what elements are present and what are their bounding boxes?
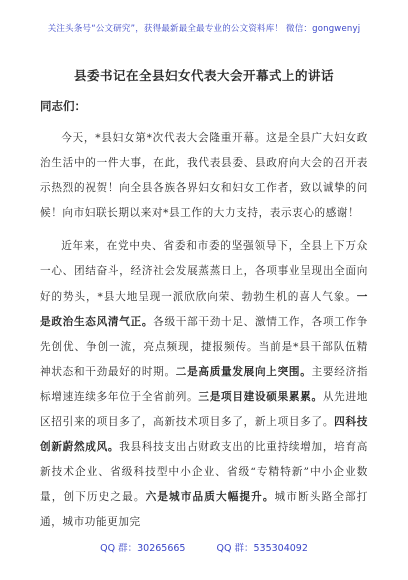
highlight-point-1: 一是政治生态风清气正。 bbox=[40, 290, 368, 328]
text-segment: 城市断头路全部打通，城市功能更加完 bbox=[40, 491, 368, 529]
paragraph-opening: 今天，*县妇女第*次代表大会隆重开幕。这是全县广大妇女政治生活中的一件大事，在此，我代表县委、县政府向大会的召开表示热烈的祝贺！向全县各族各界妇女和妇女工作者，致以诚挚的问候！向市妇联长期以来对*县工作的大力支持，表示衷心的感谢！ bbox=[40, 132, 368, 220]
document-title: 县委书记在全县妇女代表大会开幕式上的讲话 bbox=[73, 68, 334, 83]
qq-group-2: QQ 群：535304092 bbox=[216, 543, 308, 554]
text-segment: 从先进地区招引来的项目多了，高新技术项目多了，新上项目多了。 bbox=[40, 390, 368, 429]
text-segment: 各级干部干劲十足、激情工作，各项工作争先创优、争创一流，亮点频现，捷报频传。当前是*县干部队伍精神状态和干劲最好的时期。 bbox=[40, 315, 369, 378]
highlight-point-4: 四科技创新蔚然成风。 bbox=[40, 416, 368, 454]
footer-contact bbox=[0, 540, 408, 554]
speech-body bbox=[40, 126, 368, 544]
text-segment: 主要经济指标增速连续多年位于全省前列。 bbox=[40, 365, 369, 403]
highlight-point-2: 二是高质量发展向上突围。 bbox=[175, 365, 312, 378]
header-notice: 关注头条号“公文研究”，获得最新最全最专业的公文资料库！ 微信：gongwenyj bbox=[47, 24, 361, 34]
text-segment: 我县科技支出占财政支出的比重持续增加，培育高新技术企业、省级科技型中小企业、省级“专精特新”中小企业数量，创下历史之最。 bbox=[40, 441, 368, 504]
text-segment: 近年来，在党中央、省委和市委的坚强领导下，全县上下万众一心、团结奋斗，经济社会发展蒸蒸日上，各项事业呈现出全面向好的势头，*县大地呈现一派欣欣向荣、勃勃生机的喜人气象。 bbox=[40, 240, 368, 303]
salutation: 同志们： bbox=[40, 99, 86, 113]
highlight-point-6: 六是城市品质大幅提升。 bbox=[145, 491, 275, 504]
paragraph-achievements bbox=[40, 234, 368, 535]
qq-group-1: QQ 群：30265665 bbox=[100, 543, 186, 554]
highlight-point-3: 三是项目建设硕果累累。 bbox=[198, 390, 323, 403]
